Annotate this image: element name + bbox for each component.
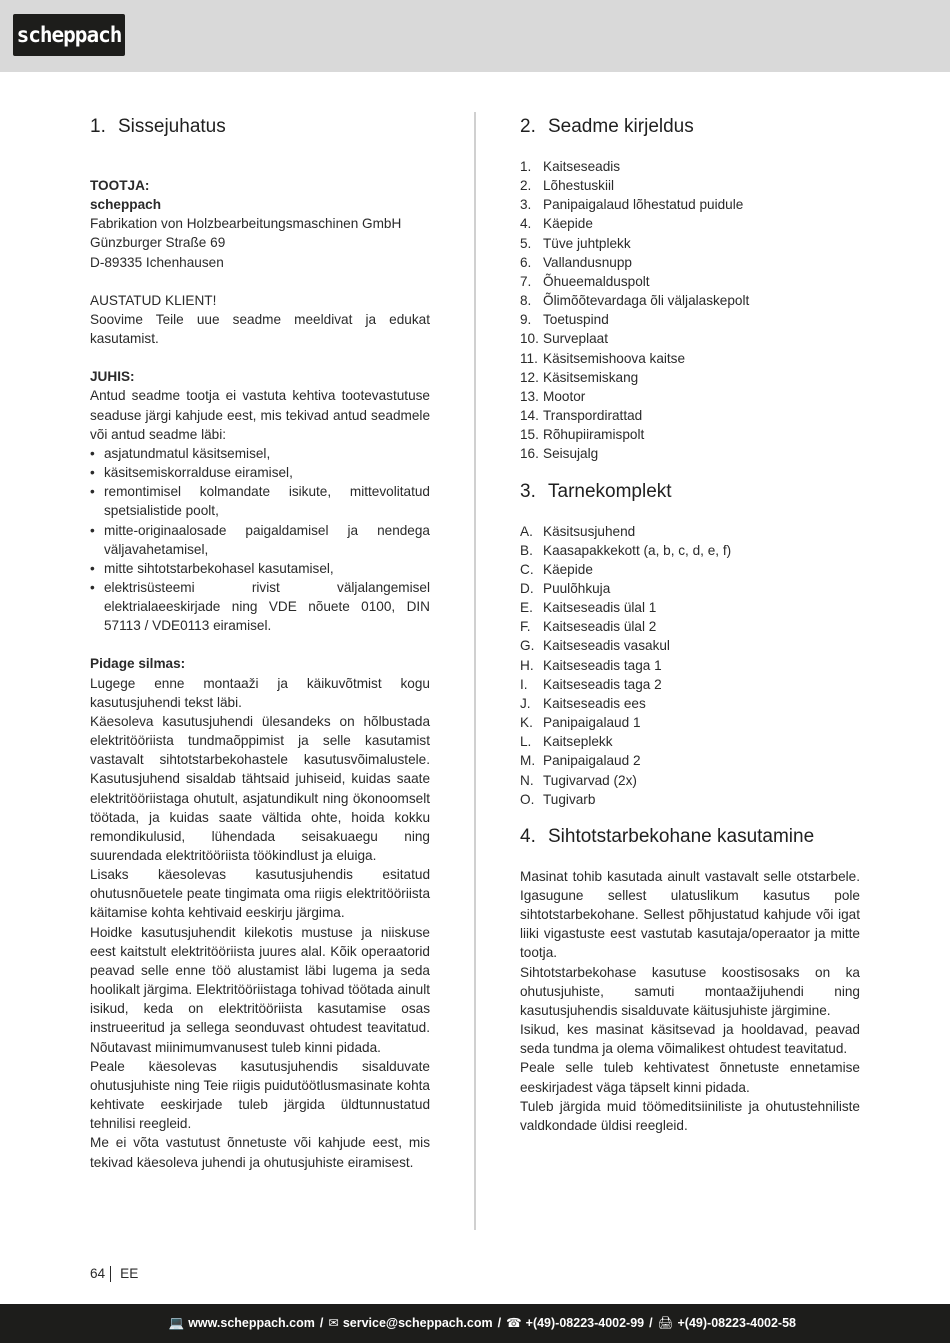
list-item-label: Kaitseseadis ees xyxy=(543,695,646,711)
paragraph: Isikud, kes masinat käsitsevad ja hooldavad, peavad seda tundma ja olema võimalikest ohtudest teavitatud. xyxy=(520,1022,860,1057)
list-item-key: 13. xyxy=(520,388,539,404)
manufacturer-line: Günzburger Straße 69 xyxy=(90,235,226,251)
list-item-key: G. xyxy=(520,638,535,654)
list-item-key: 1. xyxy=(520,159,532,174)
section-number: 4. xyxy=(520,825,536,847)
list-item-label: Käepide xyxy=(543,216,593,232)
contact-text[interactable]: +(49)-08223-4002-58 xyxy=(677,1316,796,1330)
list-item: • mitte sihtotstarbekohasel kasutamisel, xyxy=(90,559,430,578)
manufacturer-line: D-89335 Ichenhausen xyxy=(90,254,224,270)
list-item-key: I. xyxy=(520,676,528,692)
list-item-label: Surveplaat xyxy=(543,331,608,347)
list-item xyxy=(520,195,860,214)
list-item-key: M. xyxy=(520,753,536,769)
list-item-key: K. xyxy=(520,715,533,731)
page-footer xyxy=(90,1264,138,1283)
computer-icon: 💻 xyxy=(168,1316,185,1330)
list-item-label: Kaitseseadis ülal 2 xyxy=(543,619,657,635)
list-item-key: 12. xyxy=(520,369,539,385)
list-item-key: 2. xyxy=(520,178,532,194)
list-item xyxy=(520,349,860,368)
list-item xyxy=(520,425,860,444)
list-item xyxy=(520,272,860,291)
list-item-label: Õhueemalduspolt xyxy=(543,273,650,289)
list-item xyxy=(520,368,860,387)
list-item-key: 5. xyxy=(520,235,532,251)
list-item-label: Käepide xyxy=(543,561,593,577)
list-item: • elektrisüsteemi rivist väljalangemisel elektrialaeeskirjade ning VDE nõuete 0100, DIN 57113 / VDE0113 eiramisel. xyxy=(90,578,430,635)
list-item-key: 16. xyxy=(520,446,539,462)
list-item-key: J. xyxy=(520,695,531,711)
list-item-key: L. xyxy=(520,734,532,750)
list-item-key: 11. xyxy=(520,350,538,366)
contact-text[interactable]: +(49)-08223-4002-99 xyxy=(525,1316,645,1330)
list-item xyxy=(520,732,860,751)
list-item-key: 6. xyxy=(520,254,532,270)
list-item-label: Seisujalg xyxy=(543,446,599,462)
header-band xyxy=(0,0,950,72)
list-item xyxy=(520,617,860,636)
mail-icon: ✉ xyxy=(328,1316,339,1330)
list-item-key: E. xyxy=(520,600,533,616)
paragraph: Peale käesolevas kasutusjuhendis sisalduvate ohutusjuhiste ning Teie riigis puidutöötlusmasinate kohta kehtivate eeskirjade tuleb järgida üldtunnustatud tehnilisi reegleid. xyxy=(90,1058,430,1132)
list-item-label: Vallandusnupp xyxy=(543,254,632,270)
list-item xyxy=(520,579,860,598)
list-item xyxy=(520,214,860,233)
list-item-key: 7. xyxy=(520,273,532,289)
list-item-key: 14. xyxy=(520,408,539,424)
contact-text[interactable]: service@scheppach.com xyxy=(342,1316,493,1330)
list-item: • käsitsemiskorralduse eiramisel, xyxy=(90,463,430,482)
paragraph: Peale selle tuleb kehtivatest õnnetuste ennetamise eeskirjadest väga täpselt kinni pidada. xyxy=(520,1060,860,1095)
list-item-label: Lõhestuskiil xyxy=(543,178,615,194)
list-item-label: Kaitseseadis ülal 1 xyxy=(543,600,657,616)
list-item-label: Panipaigalaud 2 xyxy=(543,753,641,769)
greeting-block xyxy=(90,291,430,348)
list-item-key: N. xyxy=(520,772,534,788)
section-number: 3. xyxy=(520,480,536,502)
greeting-title: AUSTATUD KLIENT! xyxy=(90,292,217,308)
list-item-label: Rõhupiiramispolt xyxy=(543,427,645,443)
list-item xyxy=(520,541,860,560)
list-item-key: 4. xyxy=(520,216,532,232)
list-item-key: 9. xyxy=(520,312,532,328)
section-title: Seadme kirjeldus xyxy=(548,116,694,137)
section-title: Sihtotstarbekohane kasutamine xyxy=(548,825,815,847)
manufacturer-name: scheppach xyxy=(90,197,162,213)
list-item-label: Käsitsemiskang xyxy=(543,369,639,385)
list-item xyxy=(520,636,860,655)
contact-separator: / xyxy=(319,1316,324,1330)
list-item xyxy=(520,291,860,310)
manufacturer-line: Fabrikation von Holzbearbeitungsmaschinen GmbH xyxy=(90,216,402,232)
list-item-label: Tugivarb xyxy=(543,791,596,807)
section-3-heading xyxy=(520,477,860,507)
list-item xyxy=(520,444,860,463)
paragraph: Me ei võta vastutust õnnetuste või kahjude eest, mis tekivad käesoleva juhendi ja ohutusjuhiste eiramisest. xyxy=(90,1135,430,1170)
list-item-key: D. xyxy=(520,580,534,596)
list-item-label: Toetuspind xyxy=(543,312,609,328)
list-item-label: Kaitseplekk xyxy=(543,734,613,750)
list-item xyxy=(520,771,860,790)
note-text: Antud seadme tootja ei vastuta kehtiva tootevastutuse seaduse järgi kahjude eest, mis tekivad antud seadmele või antud seadme läbi: xyxy=(90,388,430,442)
paragraph: Lugege enne montaaži ja käikuvõtmist kogu kasutusjuhendi tekst läbi. xyxy=(90,675,430,710)
section-title: Tarnekomplekt xyxy=(548,480,672,502)
manufacturer-block xyxy=(90,176,430,272)
contact-separator: / xyxy=(497,1316,502,1330)
contact-separator: / xyxy=(649,1316,653,1330)
list-item xyxy=(520,522,860,541)
attention-block xyxy=(90,654,430,1171)
column-divider xyxy=(474,112,476,1230)
list-item xyxy=(520,751,860,770)
contact-bar xyxy=(0,1304,950,1343)
list-item-key: 10. xyxy=(520,331,539,347)
list-item-key: H. xyxy=(520,657,534,673)
scheppach-logo: scheppach xyxy=(13,14,125,56)
note-label: JUHIS: xyxy=(90,369,135,385)
list-item xyxy=(520,675,860,694)
list-item-key: F. xyxy=(520,619,531,635)
paragraph: Sihtotstarbekohase kasutuse koostisosaks on ka ohutusjuhiste, samuti montaažijuhendi ning kasutusjuhendis sisalduvate käitusjuhiste järgimine. xyxy=(520,964,860,1018)
list-item-key: 3. xyxy=(520,197,532,213)
section-2-heading xyxy=(520,112,860,142)
list-item-key: O. xyxy=(520,791,535,807)
list-item-label: Transpordirattad xyxy=(543,408,643,424)
list-item xyxy=(520,176,860,195)
delivery-list xyxy=(520,522,860,809)
list-item xyxy=(520,598,860,617)
page-number: 64 xyxy=(90,1266,106,1281)
list-item xyxy=(520,234,860,253)
note-bullet-list xyxy=(90,444,430,636)
intended-use-text xyxy=(520,867,860,1135)
list-item xyxy=(520,329,860,348)
note-block xyxy=(90,367,430,635)
list-item xyxy=(520,560,860,579)
list-item xyxy=(520,406,860,425)
footer-separator xyxy=(110,1266,111,1282)
left-column xyxy=(90,112,430,1172)
section-4-heading xyxy=(520,822,860,852)
list-item-label: Kaitseseadis vasakul xyxy=(543,638,670,654)
list-item-label: Õlimõõtevardaga õli väljalaskepolt xyxy=(543,293,750,309)
list-item xyxy=(520,713,860,732)
list-item: • asjatundmatul käsitsemisel, xyxy=(90,444,430,463)
list-item-label: Käsitsusjuhend xyxy=(543,523,636,539)
list-item: • remontimisel kolmandate isikute, mittevolitatud spetsialistide poolt, xyxy=(90,482,430,520)
paragraph: Käesoleva kasutusjuhendi ülesandeks on hõlbustada elektritööriista tundmaõppimist ja selle kasutamist vastavalt sihtotstarbekohastele kasutusvõimalustele. Kasutusjuhend sisaldab tähtsaid juhiseid, kuidas saate elektritööriistaga ohutult, asjatundikult ning ökonoomselt töötada, ja kuidas saate vältida ohte, hoida kokku remondikulusid, lühendada seisakuaegu ning suurendada elektritööriista töökindlust ja eluiga. xyxy=(90,713,430,863)
language-code: EE xyxy=(120,1266,139,1281)
list-item-key: A. xyxy=(520,523,533,539)
paragraph: Lisaks käesolevas kasutusjuhendis esitatud ohutusnõuetele peate tingimata oma riigis elektritööriista käitamise kohta kehtivaid eeskirju järgima. xyxy=(90,867,430,921)
list-item-label: Puulõhkuja xyxy=(543,580,611,596)
list-item-label: Panipaigalaud 1 xyxy=(543,715,641,731)
list-item xyxy=(520,253,860,272)
list-item-label: Tüve juhtplekk xyxy=(543,235,631,251)
section-number: 2. xyxy=(520,116,536,137)
list-item-key: 8. xyxy=(520,293,532,309)
fax-icon: 🖨 xyxy=(657,1316,674,1330)
list-item-key: C. xyxy=(520,561,534,577)
paragraph: Tuleb järgida muid töömeditsiiniliste ja ohutustehniliste valdkondade üldisi reegleid. xyxy=(520,1098,860,1133)
phone-icon: ☎ xyxy=(506,1316,522,1330)
list-item xyxy=(520,656,860,675)
list-item xyxy=(520,157,860,176)
section-1-heading xyxy=(90,112,430,142)
paragraph: Masinat tohib kasutada ainult vastavalt selle otstarbele. Igasugune sellest ulatuslikum kasutus pole sihtotstarbekohane. Sellest põhjustatud kahjude või igat liiki vigastuste eest vastutab kasutaja/operaator ja mitte tootja. xyxy=(520,868,860,961)
list-item-label: Kaasapakkekott (a, b, c, d, e, f) xyxy=(543,542,732,558)
list-item-key: 15. xyxy=(520,427,539,443)
list-item: • mitte-originaalosade paigaldamisel ja nendega väljavahetamisel, xyxy=(90,521,430,559)
parts-list xyxy=(520,157,860,464)
list-item-label: Mootor xyxy=(543,388,586,404)
manufacturer-label: TOOTJA: xyxy=(90,178,150,193)
attention-label: Pidage silmas: xyxy=(90,656,186,672)
contact-text[interactable]: www.scheppach.com xyxy=(188,1316,315,1330)
right-column xyxy=(520,112,860,1135)
list-item xyxy=(520,387,860,406)
list-item-label: Kaitseseadis xyxy=(543,159,621,174)
list-item-key: B. xyxy=(520,542,533,558)
section-number: 1. xyxy=(90,116,106,137)
list-item-label: Tugivarvad (2x) xyxy=(543,772,637,788)
greeting-text: Soovime Teile uue seadme meeldivat ja edukat kasutamist. xyxy=(90,311,430,347)
list-item-label: Käsitsemishoova kaitse xyxy=(543,350,686,366)
section-title: Sissejuhatus xyxy=(118,116,226,137)
list-item-label: Kaitseseadis taga 2 xyxy=(543,676,662,692)
paragraph: Hoidke kasutusjuhendit kilekotis mustuse ja niiskuse eest kaitstult elektritööriista juures alal. Kõik operaatorid peavad selle enne töö alustamist läbi lugema ja seda hoolikalt järgima. Elektritööriistaga tohivad töötada ainult isikud, keda on elektritööriista kasutamise osas instrueeritud ja sellega seonduvast ohtudest teavitatud. Nõutavast miinimumvanusest tuleb kinni pidada. xyxy=(90,924,430,1055)
list-item xyxy=(520,790,860,809)
list-item xyxy=(520,310,860,329)
list-item xyxy=(520,694,860,713)
list-item-label: Kaitseseadis taga 1 xyxy=(543,657,662,673)
list-item-label: Panipaigalaud lõhestatud puidule xyxy=(543,197,744,213)
